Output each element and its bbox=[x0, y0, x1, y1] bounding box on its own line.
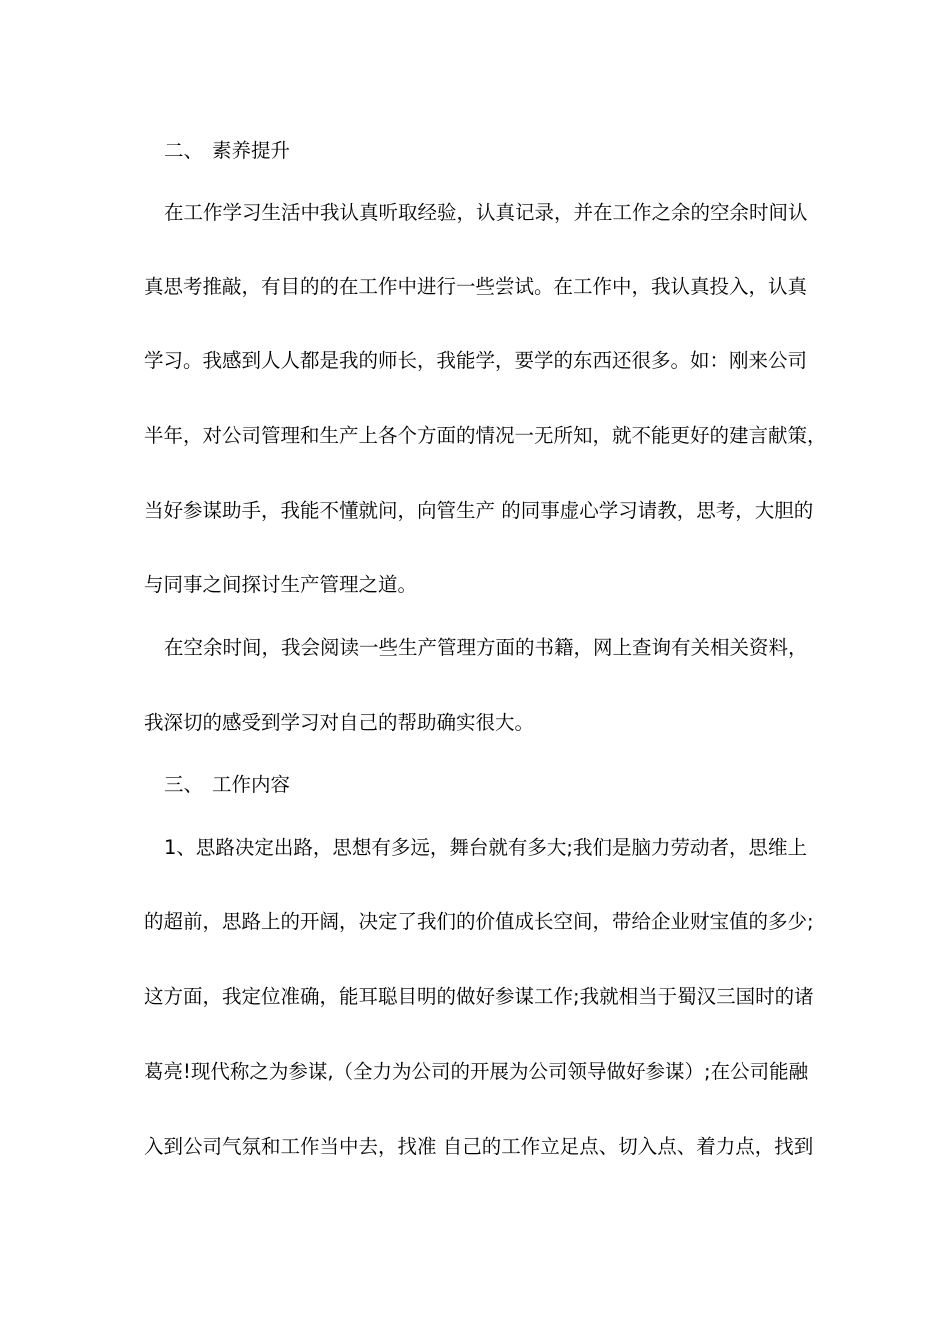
paragraph-line: 1、思路决定出路，思想有多远，舞台就有多大;我们是脑力劳动者，思维上 bbox=[164, 836, 807, 859]
section-heading-2 bbox=[164, 137, 834, 165]
paragraph-line: 学习。我感到人人都是我的师长，我能学，要学的东西还很多。如：刚来公司 bbox=[144, 349, 808, 372]
section-heading-3 bbox=[164, 771, 834, 799]
paragraph-line: 在工作学习生活中我认真听取经验，认真记录，并在工作之余的空余时间认 bbox=[164, 201, 808, 224]
section-number: 二、 bbox=[164, 139, 204, 162]
paragraph-line: 当好参谋助手，我能不懂就问，向管生产 的同事虚心学习请教，思考，大胆的 bbox=[144, 499, 814, 522]
paragraph-line: 的超前，思路上的开阔，决定了我们的价值成长空间，带给企业财宝值的多少; bbox=[144, 910, 814, 933]
section-title: 素养提升 bbox=[212, 139, 291, 162]
section-number: 三、 bbox=[164, 773, 204, 796]
paragraph-line: 与同事之间探讨生产管理之道。 bbox=[144, 573, 418, 596]
paragraph-line: 葛亮!现代称之为参谋,（全力为公司的开展为公司领导做好参谋）;在公司能融 bbox=[144, 1060, 809, 1083]
paragraph-line: 入到公司气氛和工作当中去，找准 自己的工作立足点、切入点、着力点，找到 bbox=[144, 1135, 814, 1158]
section-title: 工作内容 bbox=[212, 773, 291, 796]
paragraph-line: 我深切的感受到学习对自己的帮助确实很大。 bbox=[144, 711, 535, 734]
paragraph-line: 半年，对公司管理和生产上各个方面的情况一无所知，就不能更好的建言献策， bbox=[144, 424, 827, 447]
paragraph-line: 在空余时间，我会阅读一些生产管理方面的书籍，网上查询有关相关资料， bbox=[164, 636, 808, 659]
paragraph-line: 这方面，我定位准确，能耳聪目明的做好参谋工作;我就相当于蜀汉三国时的诸 bbox=[144, 985, 814, 1008]
paragraph-line: 真思考推敲，有目的的在工作中进行一些尝试。在工作中，我认真投入，认真 bbox=[144, 275, 808, 298]
